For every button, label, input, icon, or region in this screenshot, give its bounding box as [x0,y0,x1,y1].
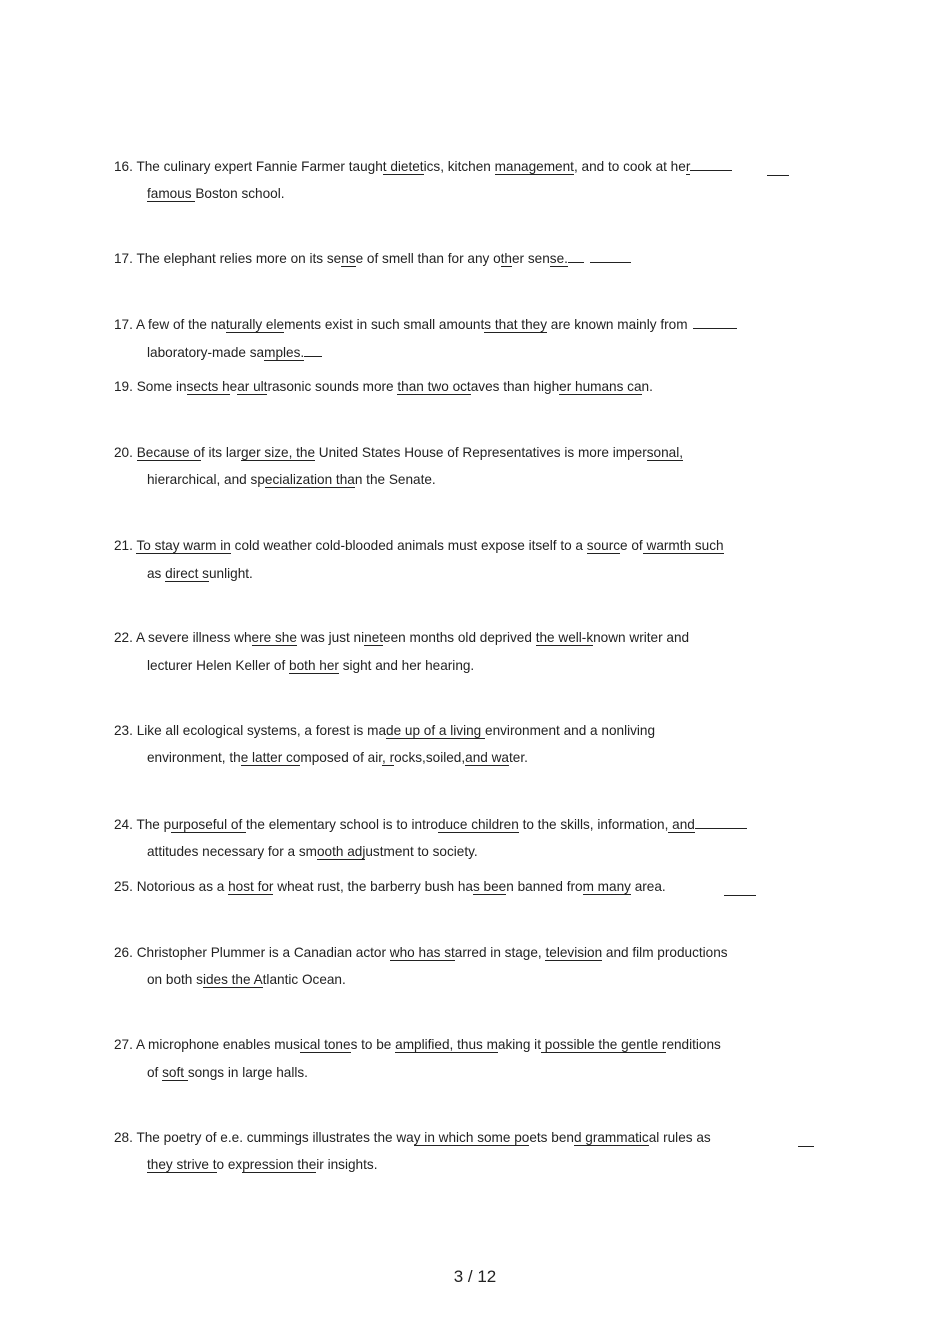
underlined-segment: management [494,159,574,174]
underlined-segment: and [668,817,695,832]
underlined-segment: warmth such [642,538,724,553]
underlined-segment: d grammatic [573,1130,649,1145]
underlined-segment: s that they [484,317,547,332]
question-16-line-1: 16. The culinary expert Fannie Farmer taught dietetics, kitchen management, and to cook at her [114,157,732,176]
question-number: 16. [114,159,133,174]
question-number: 19. [114,379,133,394]
question-number: 26. [114,945,133,960]
answer-blank [690,157,732,171]
answer-blank [798,1145,814,1147]
underlined-segment: Because o [136,445,201,460]
question-26-line-1: 26. Christopher Plummer is a Canadian actor who has starred in stage, television and film productions [114,945,728,960]
question-17b-line-2: laboratory-made samples. [147,343,322,362]
underlined-segment: y in which some po [413,1130,530,1145]
question-26-line-2: on both sides the Atlantic Ocean. [147,972,346,987]
underlined-segment: turally ele [225,317,285,332]
answer-blank [590,249,631,263]
question-number: 25. [114,879,133,894]
underlined-segment: t dietet [382,159,424,174]
question-28-line-1: 28. The poetry of e.e. cummings illustrates the way in which some poets bend grammatical rules as [114,1130,711,1145]
question-24-line-2: attitudes necessary for a smooth adjustment to society. [147,844,478,859]
underlined-segment: who h [389,945,427,960]
question-28-line-2: they strive to expression their insights. [147,1157,378,1172]
underlined-segment: pression the [242,1157,317,1172]
question-number: 28. [114,1130,133,1145]
question-27-line-2: of soft songs in large halls. [147,1065,308,1080]
underlined-segment: famous [147,186,196,201]
underlined-segment: and wa [465,750,509,765]
question-16-line-2: famous Boston school. [147,186,285,201]
answer-blank [693,315,737,329]
underlined-segment: direct s [165,566,209,581]
question-23-line-1: 23. Like all ecological systems, a forest is made up of a living environment and a nonliving [114,723,656,738]
question-27-line-1: 27. A microphone enables musical tones to be amplified, thus making it possible the gentle renditions [114,1037,721,1052]
question-25-line-1: 25. Notorious as a host for wheat rust, the barberry bush has been banned from many area. [114,879,666,894]
question-23-line-2: environment, the latter composed of air, rocks,soiled,and water. [147,750,528,765]
question-22-line-1: 22. A severe illness where she was just nineteen months old deprived the well-known writer and [114,630,690,645]
underlined-segment: urposeful of [171,817,247,832]
underlined-segment: sonal, [646,445,683,460]
question-number: 27. [114,1037,133,1052]
underlined-segment: possible the gentle r [540,1037,667,1052]
question-19-line-1: 19. Some insects hear ultrasonic sounds more than two octaves than higher humans can. [114,379,653,394]
question-24-line-1: 24. The purposeful of the elementary school is to introduce children to the skills, information, and [114,815,747,834]
underlined-segment: e latter co [240,750,301,765]
underlined-segment: the well-k [535,630,594,645]
page-indicator: 3 / 12 [453,1267,497,1286]
question-20-line-1: 20. Because of its larger size, the United States House of Representatives is more impersonal, [114,445,683,460]
question-number: 22. [114,630,133,645]
underlined-segment: ger size, the [240,445,316,460]
underlined-segment: To stay warm in [136,538,231,553]
answer-blank [568,249,584,263]
underlined-segment: ar [237,379,254,394]
question-17b-line-1: 17. A few of the naturally elements exist in such small amounts that they are known mainly from [114,315,737,334]
question-number: 17. [114,251,133,266]
underlined-segment: se. [549,251,568,266]
question-number: 21. [114,538,133,553]
underlined-segment: ical tone [299,1037,351,1052]
underlined-segment: they strive t [147,1157,217,1172]
underlined-segment: soft [162,1065,188,1080]
underlined-segment: , r [382,750,395,765]
underlined-segment: er humans ca [559,379,642,394]
underlined-segment: ides the A [202,972,263,987]
underlined-segment: sects h [186,379,230,394]
question-22-line-2: lecturer Helen Keller of both her sight and her hearing. [147,658,475,673]
question-21-line-2: as direct sunlight. [147,566,253,581]
answer-blank [304,343,322,357]
underlined-segment: ult [253,379,268,394]
underlined-segment: mples. [264,345,305,360]
question-21-line-1: 21. To stay warm in cold weather cold-blooded animals must expose itself to a source of warmth such [114,538,724,553]
question-number: 20. [114,445,133,460]
question-number: 24. [114,817,133,832]
question-number: 17. [114,317,133,332]
underlined-segment: duce children [437,817,519,832]
question-17-line-1: 17. The elephant relies more on its sense of smell than for any other sense. [114,249,631,268]
underlined-segment: ecialization tha [264,472,355,487]
underlined-segment: r [685,159,691,174]
question-number: 23. [114,723,133,738]
answer-blank [724,894,756,896]
underlined-segment: ns [341,251,356,266]
underlined-segment: amplified, thus m [395,1037,498,1052]
underlined-segment: host for [228,879,274,894]
underlined-segment: both her [289,658,339,673]
answer-blank [767,174,789,176]
underlined-segment: than two oct [397,379,471,394]
underlined-segment: s bee [472,879,507,894]
underlined-segment: ere she [251,630,297,645]
underlined-segment: th [500,251,512,266]
underlined-segment: ooth adj [317,844,366,859]
underlined-segment: net [364,630,384,645]
underlined-segment: television [545,945,603,960]
underlined-segment: as st [426,945,455,960]
answer-blank [695,815,747,829]
underlined-segment: sourc [586,538,621,553]
underlined-segment: de up of a living [386,723,486,738]
question-20-line-2: hierarchical, and specialization than the Senate. [147,472,436,487]
underlined-segment: m many [582,879,631,894]
